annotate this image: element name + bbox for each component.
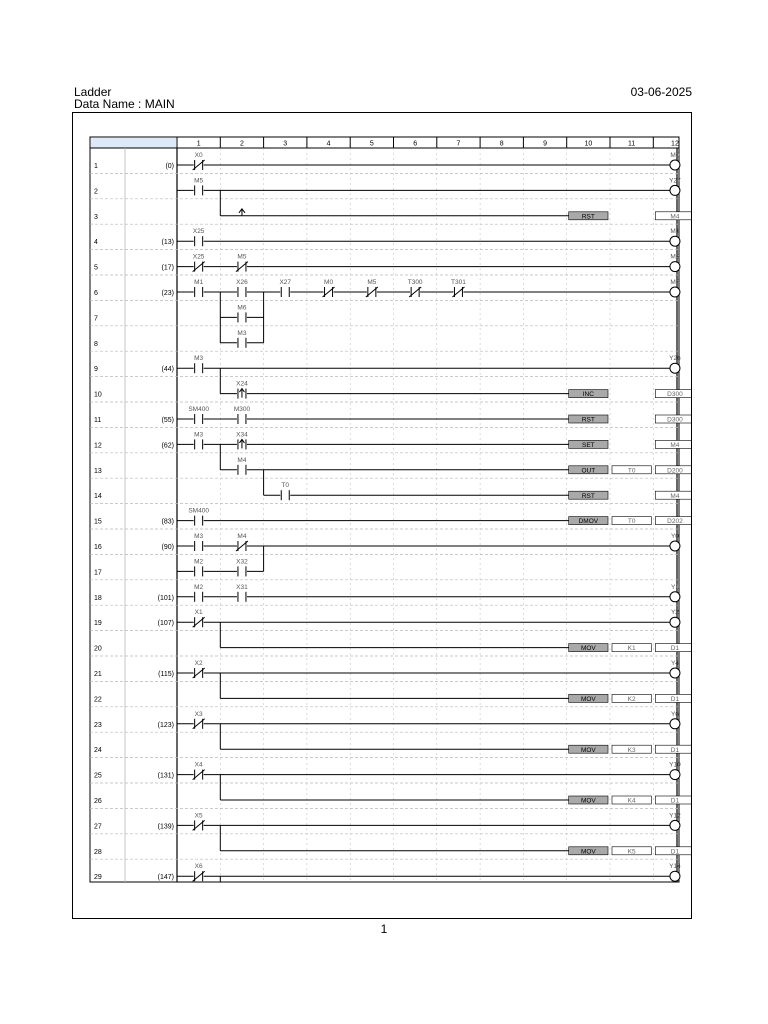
row-number: 17 [94,569,102,577]
coil-symbol [670,287,680,297]
operand: D1 [670,645,680,653]
instruction-name: MOV [580,696,596,703]
column-number: 10 [584,140,593,148]
row-number: 26 [94,798,102,805]
row-number: 1 [94,163,98,170]
row-number: 23 [94,721,102,729]
operand: D300 [667,416,683,424]
contact-label: X27 [279,279,292,286]
row-number: 25 [94,772,102,780]
contact-label: M2 [194,583,204,591]
instruction-name: MOV [580,746,596,754]
operand: D300 [667,391,683,399]
row-number: 14 [94,493,102,501]
contact-label: X3 [194,710,203,718]
operand: K4 [627,797,636,805]
step-number: (0) [165,163,174,170]
operand: D202 [667,518,683,526]
coil-label: Y2 [670,609,679,617]
coil-symbol [670,617,680,627]
contact-label: X4 [194,761,203,769]
instruction-name: RST [581,213,595,221]
row-number: 19 [94,620,102,628]
coil-label: Y27 [669,177,681,185]
operand: K2 [627,696,636,703]
data-name-label: Data Name : MAIN [74,97,175,111]
row-number: 5 [94,264,98,272]
step-number: (90) [161,544,174,551]
operand: K1 [627,645,636,653]
row-number: 6 [94,290,98,297]
print-date: 03-06-2025 [630,85,692,99]
coil-label: Y4 [670,660,679,667]
coil-label: M3 [670,279,680,286]
coil-label: Y0 [670,533,679,540]
coil-symbol [670,719,680,729]
instruction-name: SET [582,442,595,449]
row-number: 15 [94,518,102,526]
coil-label: M2 [670,253,680,261]
coil-label: Y1 [670,583,679,591]
operand: M4 [670,442,680,449]
contact-label: X6 [194,863,203,871]
contact-label: M4 [237,456,247,464]
contact-label: X2 [194,660,203,667]
coil-symbol [670,262,680,272]
contact-label: T0 [281,482,290,490]
contact-label: T300 [407,279,423,286]
contact-label: X25 [192,228,205,236]
operand: M4 [670,492,680,500]
coil-label: M0 [670,152,680,159]
row-number: 8 [94,340,98,348]
step-number: (23) [161,290,174,297]
contact-label: X34 [236,431,248,439]
coil-symbol [670,820,680,830]
coil-symbol [670,160,680,170]
coil-symbol [670,592,680,602]
contact-label: M1 [194,279,204,286]
operand: T0 [627,467,636,475]
column-number: 4 [326,140,331,148]
step-number: (139) [157,823,174,831]
row-number: 28 [94,848,102,856]
contact-label: M4 [237,533,247,540]
row-number: 16 [94,544,102,551]
column-number: 8 [499,140,504,148]
step-number: (147) [157,874,174,882]
contact-label: M300 [233,406,251,413]
operand: D200 [667,467,683,475]
contact-label: SM400 [188,507,209,515]
contact-label: X25 [192,253,205,261]
coil-symbol [670,236,680,246]
row-number: 20 [94,645,102,653]
header-accent [91,138,176,148]
column-number: 9 [543,140,548,148]
instruction-name: OUT [581,467,596,475]
row-number: 12 [94,442,102,450]
contact-label: X31 [236,583,248,591]
operand: D1 [670,746,680,754]
column-number: 1 [196,140,201,148]
contact-label: M5 [237,253,247,261]
coil-label: Y14 [669,863,681,871]
contact-label: M5 [367,279,377,286]
contact-label: X5 [194,812,203,820]
operand: D1 [670,696,680,703]
row-number: 7 [94,315,98,323]
row-number: 9 [94,366,98,374]
contact-label: X32 [236,558,248,566]
column-number: 3 [283,140,288,148]
coil-symbol [670,770,680,780]
document-title: Ladder [74,85,112,99]
operand: K5 [627,848,636,856]
instruction-name: DMOV [578,518,599,526]
row-number: 10 [94,391,102,399]
grid-border [90,137,679,882]
instruction-name: MOV [580,848,596,856]
contact-label: X0 [194,152,203,159]
coil-symbol [670,363,680,373]
row-number: 3 [94,213,98,221]
contact-label: M3 [194,355,204,363]
step-number: (83) [161,518,174,526]
step-number: (101) [157,594,174,602]
row-number: 11 [94,417,102,424]
coil-label: M1 [670,228,680,236]
row-number: 21 [94,671,102,678]
row-number: 22 [94,696,102,704]
row-number: 27 [94,823,102,831]
contact-label: M2 [194,558,204,566]
contact-label: M3 [237,329,247,337]
step-number: (17) [161,264,174,272]
coil-label: Y12 [669,812,681,820]
row-number: 13 [94,467,102,475]
contact-label: X26 [236,279,248,286]
coil-label: Y26 [669,355,681,363]
column-number: 2 [239,140,244,148]
operand: D1 [670,848,680,856]
step-number: (55) [161,417,174,424]
column-number: 6 [413,140,418,148]
contact-label: M6 [237,304,247,312]
instruction-name: MOV [580,645,596,653]
contact-label: M3 [194,431,204,439]
step-number: (115) [158,671,174,678]
contact-label: M3 [194,533,204,540]
coil-label: Y6 [670,710,679,718]
step-number: (13) [161,239,174,247]
operand: M4 [670,213,680,221]
row-number: 24 [94,747,102,755]
column-number: 12 [671,140,679,148]
row-number: 18 [94,594,102,602]
step-number: (44) [161,366,174,374]
instruction-name: RST [581,492,595,500]
step-number: (62) [161,442,174,450]
contact-label: T301 [451,279,466,286]
instruction-name: MOV [580,797,596,805]
row-number: 4 [94,239,98,247]
contact-label: M0 [324,279,334,286]
column-number: 11 [628,140,636,148]
step-number: (131) [157,772,174,780]
ladder-diagram [73,113,691,918]
instruction-name: RST [581,416,595,424]
contact-label: X1 [194,609,203,617]
page-frame [72,112,692,919]
instruction-name: INC [582,391,594,399]
operand: K3 [627,746,636,754]
column-number: 5 [369,140,374,148]
coil-symbol [670,541,680,551]
step-number: (107) [157,620,174,628]
operand: T0 [627,518,636,526]
coil-label: Y10 [669,761,681,769]
page-number: 1 [380,922,388,936]
column-number: 7 [456,140,461,148]
coil-symbol [670,871,680,881]
contact-label: M5 [194,177,204,185]
step-number: (123) [157,721,174,729]
contact-label: SM400 [188,406,209,413]
coil-symbol [670,668,680,678]
contact-label: X24 [236,380,248,388]
row-number: 2 [94,188,98,196]
row-number: 29 [94,874,102,882]
coil-symbol [670,185,680,195]
operand: D1 [670,797,680,805]
